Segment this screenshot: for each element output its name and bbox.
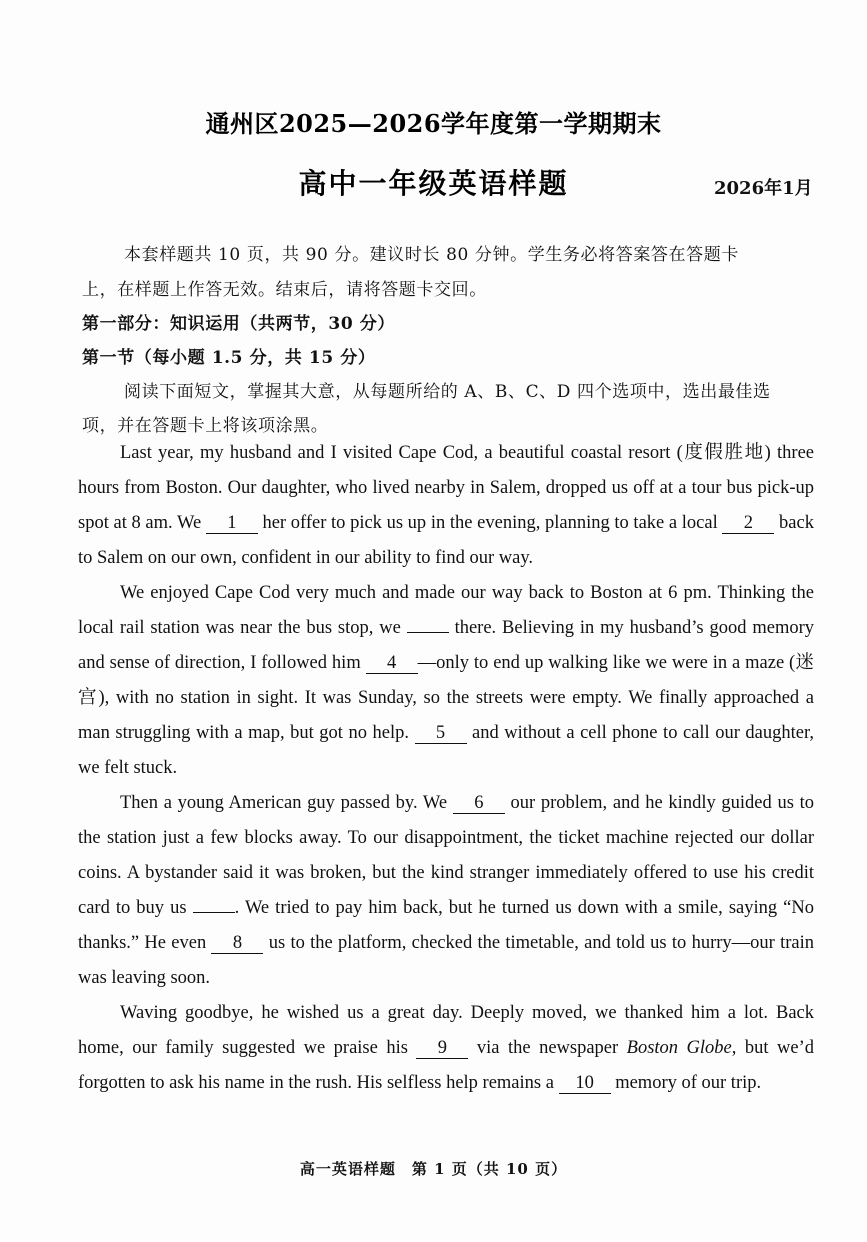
passage-text: Waving goodbye, he wished us a great day. Deeply moved, we thanked him a lot. Back home, our family suggested we praise his xyxy=(78,1003,814,1058)
exam-title: 通州区2025—2026学年度第一学期期末 xyxy=(205,109,662,138)
passage-text: via the newspaper xyxy=(468,1038,627,1058)
passage-text: our problem, and he kindly guided us to the station just a few blocks away. To our disappointment, the ticket machine rejected our dollar coins. A bystander said it was broken, but the kind stranger immediately offered to use his credit card to buy us xyxy=(78,793,814,918)
passage-text: Then a young American guy passed by. We xyxy=(120,793,453,813)
answer-blank: 8 xyxy=(211,933,263,954)
page-footer: 高一英语样题 第 1 页（共 10 页） xyxy=(299,1160,568,1178)
paragraph xyxy=(78,576,814,786)
passage-text: back to Salem on our own, confident in our ability to find our way. xyxy=(78,513,814,568)
part-title: 第一部分：知识运用（共两节，30 分） xyxy=(82,314,395,334)
passage-text: and without a cell phone to call our daughter, we felt stuck. xyxy=(78,723,814,778)
answer-blank xyxy=(193,912,235,913)
exam-date: 2026年1月 xyxy=(714,178,813,199)
answer-blank: 4 xyxy=(366,653,418,674)
intro-line-1: 本套样题共 10 页，共 90 分。建议时长 80 分钟。学生务必将答案答在答题卡 xyxy=(124,245,739,265)
passage-text: Last year, my husband and I visited Cape Cod, a beautiful coastal resort (度假胜地) three hours from Boston. Our daughter, who lived nearby in Salem, dropped us off at a tour bus pick-up spot at 8 am. We xyxy=(78,443,814,533)
section-title: 第一节（每小题 1.5 分，共 15 分） xyxy=(82,348,376,368)
instruction-line-1: 阅读下面短文，掌握其大意，从每题所给的 A、B、C、D 四个选项中，选出最佳选 xyxy=(124,382,771,402)
passage-text: her offer to pick us up in the evening, planning to take a local xyxy=(257,513,723,533)
answer-blank: 1 xyxy=(206,513,258,534)
passage-text: memory of our trip. xyxy=(610,1073,762,1093)
passage-text: us to the platform, checked the timetable, and told us to hurry—our train was leaving soon. xyxy=(78,933,814,988)
answer-blank: 9 xyxy=(416,1038,468,1059)
exam-subtitle: 高中一年级英语样题 xyxy=(298,167,569,200)
passage-text: We enjoyed Cape Cod very much and made our way back to Boston at 6 pm. Thinking the local rail station was near the bus stop, we xyxy=(78,583,814,638)
answer-blank: 10 xyxy=(559,1073,611,1094)
passage xyxy=(78,436,814,1101)
instruction-line-2: 项，并在答题卡上将该项涂黑。 xyxy=(82,416,329,436)
paragraph xyxy=(78,436,814,576)
newspaper-name: Boston Globe xyxy=(626,1038,732,1058)
passage-text: —only to end up walking like we were in a maze (迷宫), with no station in sight. It was Sunday, so the streets were empty. We finally approached a man struggling with a map, but got no help. xyxy=(78,653,814,743)
passage-text: . We tried to pay him back, but he turned us down with a smile, saying “No thanks.” He even xyxy=(78,898,814,953)
paragraph xyxy=(78,786,814,996)
answer-blank: 6 xyxy=(453,793,505,814)
answer-blank: 5 xyxy=(415,723,467,744)
passage-text: , but we’d forgotten to ask his name in the rush. His selfless help remains a xyxy=(78,1038,814,1093)
passage-text: there. Believing in my husband’s good memory and sense of direction, I followed him xyxy=(78,618,814,673)
answer-blank: 2 xyxy=(722,513,774,534)
paragraph xyxy=(78,996,814,1101)
intro-line-2: 上，在样题上作答无效。结束后，请将答题卡交回。 xyxy=(82,280,487,300)
answer-blank xyxy=(407,632,449,633)
